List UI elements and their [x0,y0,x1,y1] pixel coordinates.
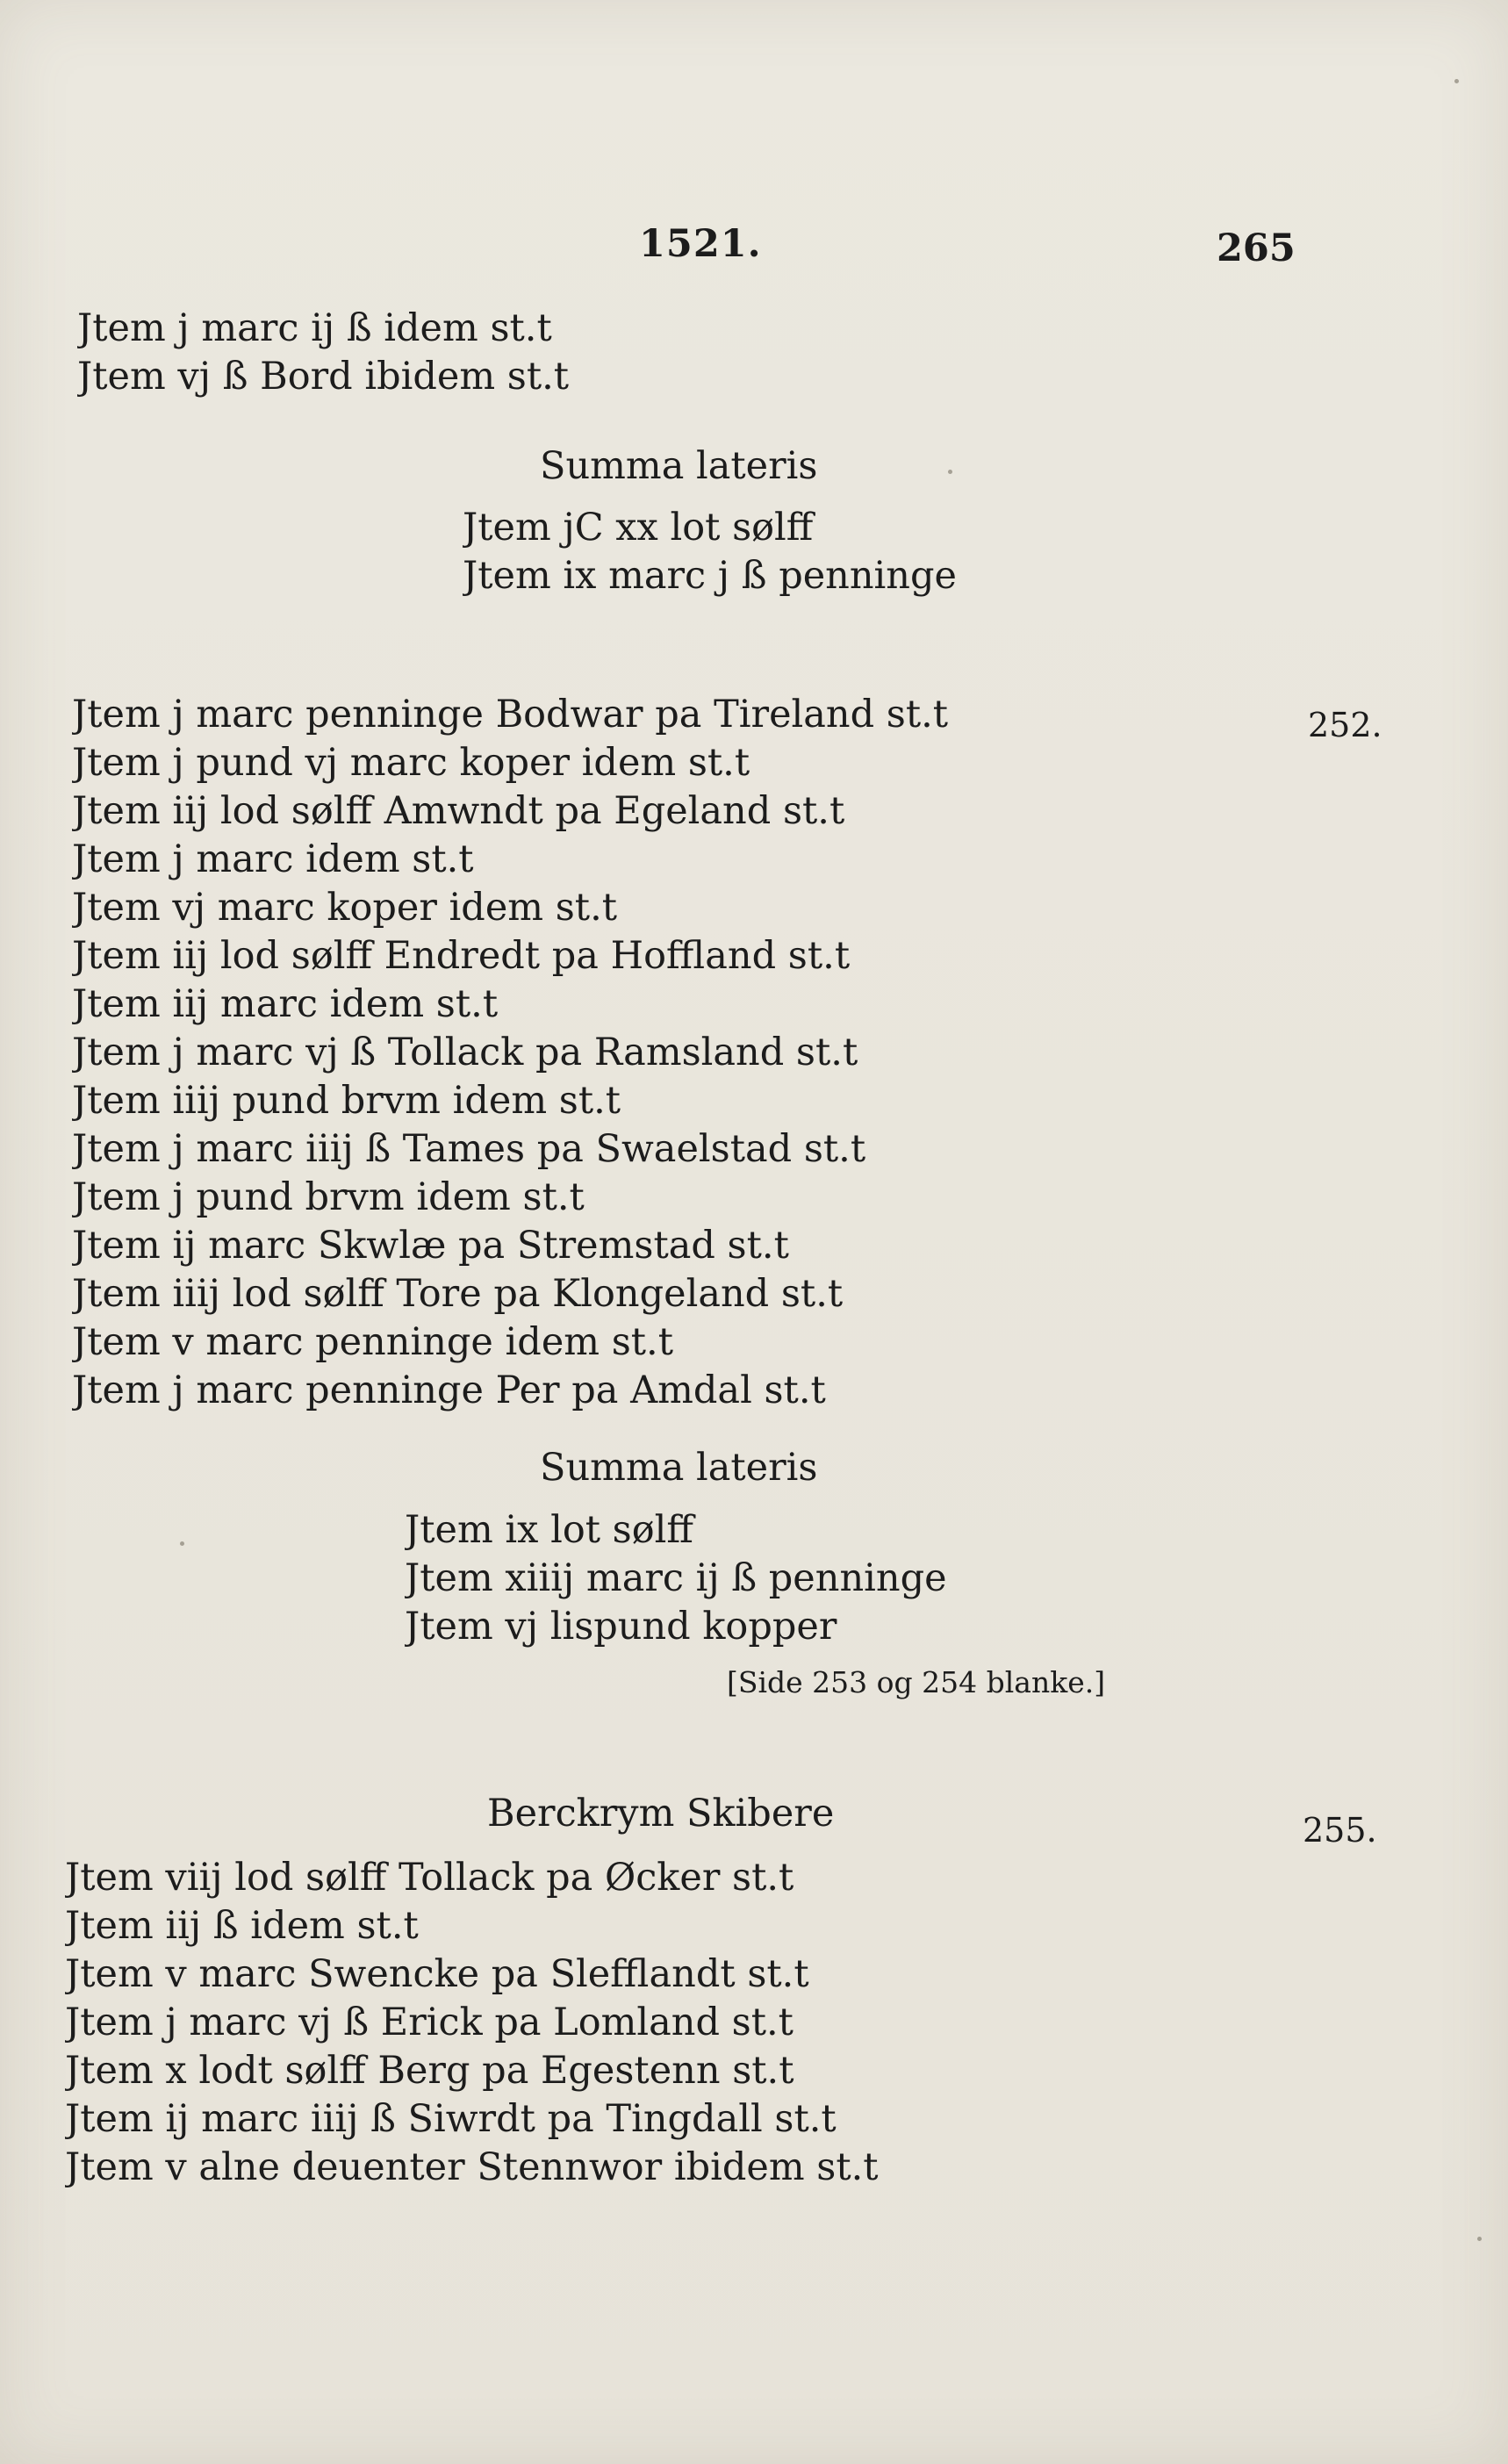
paper-speck [1454,79,1459,83]
entry-line: Jtem j pund vj marc koper idem st.t [72,741,750,785]
entry-line: Jtem j marc ij ß idem st.t [77,306,552,350]
entry-line: Jtem iij lod sølff Amwndt pa Egeland st.t [72,789,845,833]
entry-line: Jtem j marc vj ß Tollack pa Ramsland st.t [72,1031,858,1074]
editorial-note: [Side 253 og 254 blanke.] [727,1665,1106,1699]
entry-line: Jtem v marc penninge idem st.t [72,1320,673,1364]
page-year: 1521. [639,222,762,266]
entry-line: Jtem j marc vj ß Erick pa Lomland st.t [65,2001,793,2044]
entry-line: Jtem iiij lod sølff Tore pa Klongeland st.t [72,1272,844,1316]
entry-line: Jtem vj ß Bord ibidem st.t [77,355,570,399]
entry-line: Jtem iiij pund brvm idem st.t [72,1079,621,1123]
entry-line: Jtem v alne deuenter Stennwor ibidem st.t [65,2145,879,2189]
margin-page-number: 255. [1303,1811,1377,1850]
paper-speck [948,470,952,474]
entry-line: Jtem j marc penninge Per pa Amdal st.t [72,1368,826,1412]
entry-line: Jtem iij ß idem st.t [65,1904,419,1948]
entry-line: Jtem j pund brvm idem st.t [72,1175,585,1219]
entry-line: Jtem ij marc Skwlæ pa Stremstad st.t [72,1224,789,1268]
page-number: 265 [1217,226,1296,270]
entry-line: Jtem jC xx lot sølff [463,506,814,550]
entry-line: Jtem x lodt sølff Berg pa Egestenn st.t [65,2049,794,2093]
section-heading: Berckrym Skibere [487,1792,835,1835]
paper-speck [180,1541,184,1546]
entry-line: Jtem viij lod sølff Tollack pa Øcker st.t [65,1856,794,1900]
entry-line: Jtem iij lod sølff Endredt pa Hoffland st.t [72,934,851,978]
margin-page-number: 252. [1308,706,1382,744]
summa-heading: Summa lateris [540,1446,818,1490]
entry-line: Jtem ix lot sølff [405,1508,693,1552]
section2-entries [72,691,948,1415]
section1-entries [77,305,569,401]
entry-line: Jtem j marc idem st.t [72,837,474,881]
entry-line: Jtem xiiij marc ij ß penninge [405,1556,947,1600]
entry-line: Jtem iij marc idem st.t [72,982,499,1026]
entry-line: Jtem vj lispund kopper [405,1605,837,1649]
summa-heading: Summa lateris [540,444,818,488]
paper-speck [1477,2237,1482,2241]
entry-line: Jtem j marc iiij ß Tames pa Swaelstad st.t [72,1127,866,1171]
summa2-entries [405,1506,947,1651]
entry-line: Jtem j marc penninge Bodwar pa Tireland st.t [72,693,949,736]
summa1-entries [463,504,957,600]
entry-line: Jtem vj marc koper idem st.t [72,886,618,930]
section3-entries [65,1854,879,2192]
entry-line: Jtem v marc Swencke pa Slefflandt st.t [65,1952,809,1996]
entry-line: Jtem ij marc iiij ß Siwrdt pa Tingdall st.t [65,2097,837,2141]
entry-line: Jtem ix marc j ß penninge [463,554,957,598]
